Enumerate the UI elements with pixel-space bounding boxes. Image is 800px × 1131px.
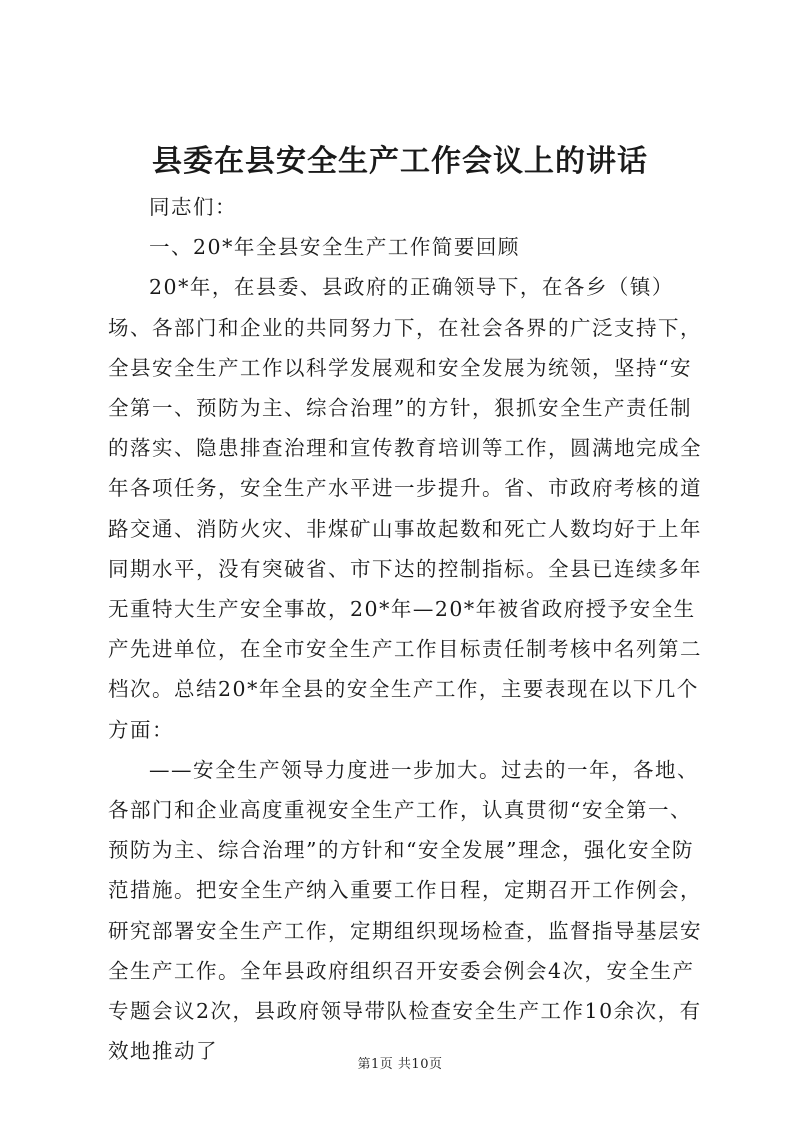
document-title: 县委在县安全生产工作会议上的讲话 — [152, 144, 648, 179]
paragraph: ——安全生产领导力度进一步加大。过去的一年，各地、各部门和企业高度重视安全生产工作，认真贯彻“安全第一、预防为主、综合治理”的方针和“安全发展”理念，强化安全防范措施。把安全生产纳入重要工作日程，定期召开工作例会，研究部署安全生产工作，定期组织现场检查，监督指导基层安全生产工作。全年县政府组织召开安委会例会4次，安全生产专题会议2次，县政府领导带队检查安全生产工作10余次，有效地推动了 — [108, 757, 702, 1064]
paragraph: 20*年，在县委、县政府的正确领导下，在各乡（镇）场、各部门和企业的共同努力下，在社会各界的广泛支持下，全县安全生产工作以科学发展观和安全发展为统领，坚持“安全第一、预防为主、综合治理”的方针，狠抓安全生产责任制的落实、隐患排查治理和宣传教育培训等工作，圆满地完成全年各项任务，安全生产水平进一步提升。省、市政府考核的道路交通、消防火灾、非煤矿山事故起数和死亡人数均好于上年同期水平，没有突破省、市下达的控制指标。全县已连续多年无重特大生产安全事故，20*年—20*年被省政府授予安全生产先进单位，在全市安全生产工作目标责任制考核中名列第二档次。总结20*年全县的安全生产工作，主要表现在以下几个方面： — [108, 275, 702, 742]
section-heading: 一、20*年全县安全生产工作简要回顾 — [149, 235, 520, 260]
salutation: 同志们： — [149, 195, 237, 219]
document-body — [108, 187, 708, 1071]
page-footer: 第1页 共10页 — [357, 1057, 443, 1072]
